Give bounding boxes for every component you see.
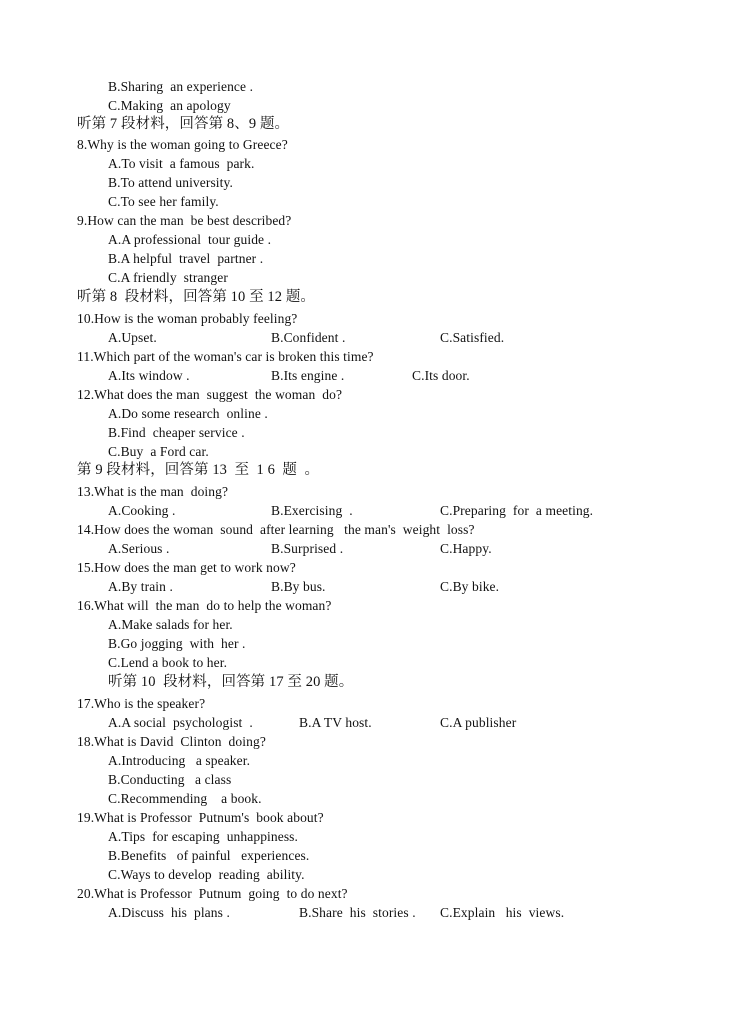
option-9a: A.A professional tour guide . bbox=[108, 232, 272, 247]
option-16a: A.Make salads for her. bbox=[108, 617, 233, 632]
option-15c: C.By bike. bbox=[440, 579, 500, 594]
option-8b: B.To attend university. bbox=[108, 175, 233, 190]
option-15a: A.By train . bbox=[108, 579, 173, 594]
question-20: 20.What is Professor Putnum going to do next? bbox=[77, 886, 348, 901]
question-19: 19.What is Professor Putnum's book about? bbox=[77, 810, 324, 825]
option-16b: B.Go jogging with her . bbox=[108, 636, 246, 651]
question-17: 17.Who is the speaker? bbox=[77, 696, 206, 711]
option-20a: A.Discuss his plans . bbox=[108, 905, 230, 920]
section-heading-10: 听第 10 段材料，回答第 17 至 20 题。 bbox=[108, 674, 354, 690]
section-heading-9: 第 9 段材料，回答第 13 至 1 6 题 。 bbox=[77, 462, 320, 478]
option-10c: C.Satisfied. bbox=[440, 330, 505, 345]
question-9: 9.How can the man be best described? bbox=[77, 213, 292, 228]
option-17c: C.A publisher bbox=[440, 715, 517, 730]
option-16c: C.Lend a book to her. bbox=[108, 655, 228, 670]
option-18c: C.Recommending a book. bbox=[108, 791, 262, 806]
option-11a: A.Its window . bbox=[108, 368, 190, 383]
option-18a: A.Introducing a speaker. bbox=[108, 753, 251, 768]
question-13: 13.What is the man doing? bbox=[77, 484, 229, 499]
option-14a: A.Serious . bbox=[108, 541, 170, 556]
question-16: 16.What will the man do to help the woman? bbox=[77, 598, 332, 613]
option-14b: B.Surprised . bbox=[271, 541, 344, 556]
option-12b: B.Find cheaper service . bbox=[108, 425, 245, 440]
option-13c: C.Preparing for a meeting. bbox=[440, 503, 594, 518]
option-6c: C.Making an apology bbox=[108, 98, 231, 113]
option-10b: B.Confident . bbox=[271, 330, 346, 345]
option-9c: C.A friendly stranger bbox=[108, 270, 228, 285]
option-12c: C.Buy a Ford car. bbox=[108, 444, 209, 459]
option-14c: C.Happy. bbox=[440, 541, 492, 556]
option-20c: C.Explain his views. bbox=[440, 905, 565, 920]
option-12a: A.Do some research online . bbox=[108, 406, 268, 421]
option-19c: C.Ways to develop reading ability. bbox=[108, 867, 305, 882]
option-8a: A.To visit a famous park. bbox=[108, 156, 255, 171]
option-20b: B.Share his stories . bbox=[299, 905, 416, 920]
option-17a: A.A social psychologist . bbox=[108, 715, 253, 730]
question-12: 12.What does the man suggest the woman do? bbox=[77, 387, 343, 402]
option-19b: B.Benefits of painful experiences. bbox=[108, 848, 310, 863]
question-10: 10.How is the woman probably feeling? bbox=[77, 311, 298, 326]
question-11: 11.Which part of the woman's car is broken this time? bbox=[77, 349, 374, 364]
section-heading-8: 听第 8 段材料，回答第 10 至 12 题。 bbox=[77, 289, 316, 305]
option-17b: B.A TV host. bbox=[299, 715, 372, 730]
option-8c: C.To see her family. bbox=[108, 194, 219, 209]
option-11c: C.Its door. bbox=[412, 368, 470, 383]
option-10a: A.Upset. bbox=[108, 330, 157, 345]
option-19a: A.Tips for escaping unhappiness. bbox=[108, 829, 299, 844]
question-14: 14.How does the woman sound after learning the man's weight loss? bbox=[77, 522, 475, 537]
option-13b: B.Exercising . bbox=[271, 503, 353, 518]
question-8: 8.Why is the woman going to Greece? bbox=[77, 137, 288, 152]
option-18b: B.Conducting a class bbox=[108, 772, 232, 787]
question-15: 15.How does the man get to work now? bbox=[77, 560, 296, 575]
section-heading-7: 听第 7 段材料，回答第 8、9 题。 bbox=[77, 116, 290, 132]
option-9b: B.A helpful travel partner . bbox=[108, 251, 264, 266]
option-11b: B.Its engine . bbox=[271, 368, 345, 383]
question-18: 18.What is David Clinton doing? bbox=[77, 734, 266, 749]
option-6b: B.Sharing an experience . bbox=[108, 79, 254, 94]
option-15b: B.By bus. bbox=[271, 579, 326, 594]
option-13a: A.Cooking . bbox=[108, 503, 176, 518]
